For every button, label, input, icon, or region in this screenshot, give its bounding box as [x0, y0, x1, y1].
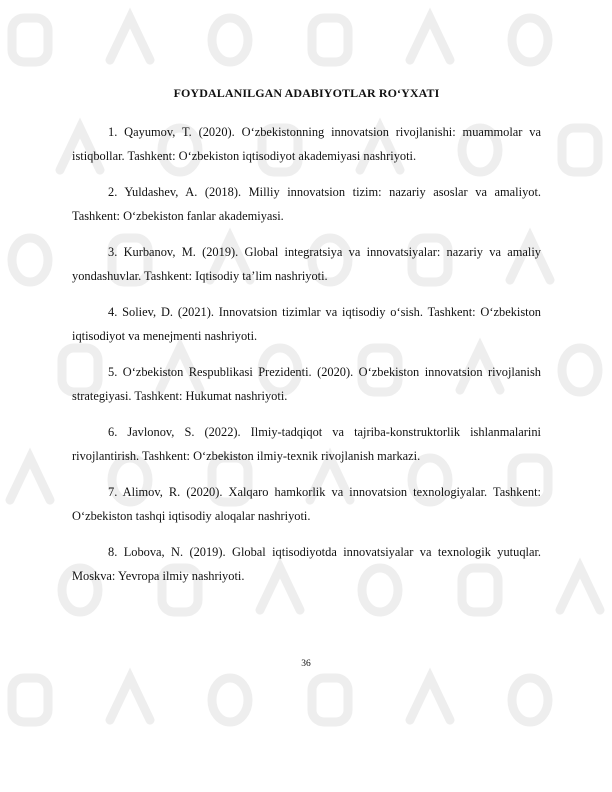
watermark-mark [10, 458, 50, 500]
document-page [72, 82, 541, 600]
watermark-mark [12, 678, 48, 722]
watermark-mark [12, 18, 48, 62]
watermark-mark [110, 678, 150, 720]
page-number: 36 [301, 659, 311, 669]
watermark-mark [312, 18, 348, 62]
watermark-mark [410, 678, 450, 720]
reference-item: 6. Javlonov, S. (2022). Ilmiy-tadqiqot va tajriba-konstruktorlik ishlanmalarini rivojlantirish. Tashkent: O‘zbekiston ilmiy-texnik rivojlanish markazi. [72, 425, 541, 463]
watermark-mark [212, 678, 248, 722]
watermark-mark [312, 678, 348, 722]
watermark-mark [560, 568, 600, 610]
watermark-mark [212, 18, 248, 62]
reference-item: 8. Lobova, N. (2019). Global iqtisodiyotda innovatsiyalar va texnologik yutuqlar. Moskva: Yevropa ilmiy nashriyoti. [72, 545, 541, 583]
reference-item: 1. Qayumov, T. (2020). O‘zbekistonning innovatsion rivojlanishi: muammolar va istiqbollar. Tashkent: O‘zbekiston iqtisodiyot akademiyasi nashriyoti. [72, 125, 541, 163]
watermark-mark [12, 238, 48, 282]
reference-item: 5. O‘zbekiston Respublikasi Prezidenti. (2020). O‘zbekiston innovatsion rivojlanish strategiyasi. Tashkent: Hukumat nashriyoti. [72, 365, 541, 403]
watermark-mark [562, 128, 598, 172]
watermark-mark [562, 348, 598, 392]
reference-item: 4. Soliev, D. (2021). Innovatsion tizimlar va iqtisodiy o‘sish. Tashkent: O‘zbekiston iqtisodiyot va menejmenti nashriyoti. [72, 305, 541, 343]
reference-item: 3. Kurbanov, M. (2019). Global integratsiya va innovatsiyalar: nazariy va amaliy yondashuvlar. Tashkent: Iqtisodiy ta’lim nashriyoti. [72, 245, 541, 283]
watermark-mark [512, 678, 548, 722]
reference-item: 7. Alimov, R. (2020). Xalqaro hamkorlik va innovatsion texnologiyalar. Tashkent: O‘zbekiston tashqi iqtisodiy aloqalar nashriyoti. [72, 485, 541, 523]
watermark-mark [512, 18, 548, 62]
reference-item: 2. Yuldashev, A. (2018). Milliy innovatsion tizim: nazariy asoslar va amaliyot. Tashkent: O‘zbekiston fanlar akademiyasi. [72, 185, 541, 223]
watermark-mark [110, 18, 150, 60]
references-title: FOYDALANILGAN ADABIYOTLAR RO‘YXATI [173, 86, 440, 100]
reference-list [72, 120, 541, 588]
watermark-mark [410, 18, 450, 60]
